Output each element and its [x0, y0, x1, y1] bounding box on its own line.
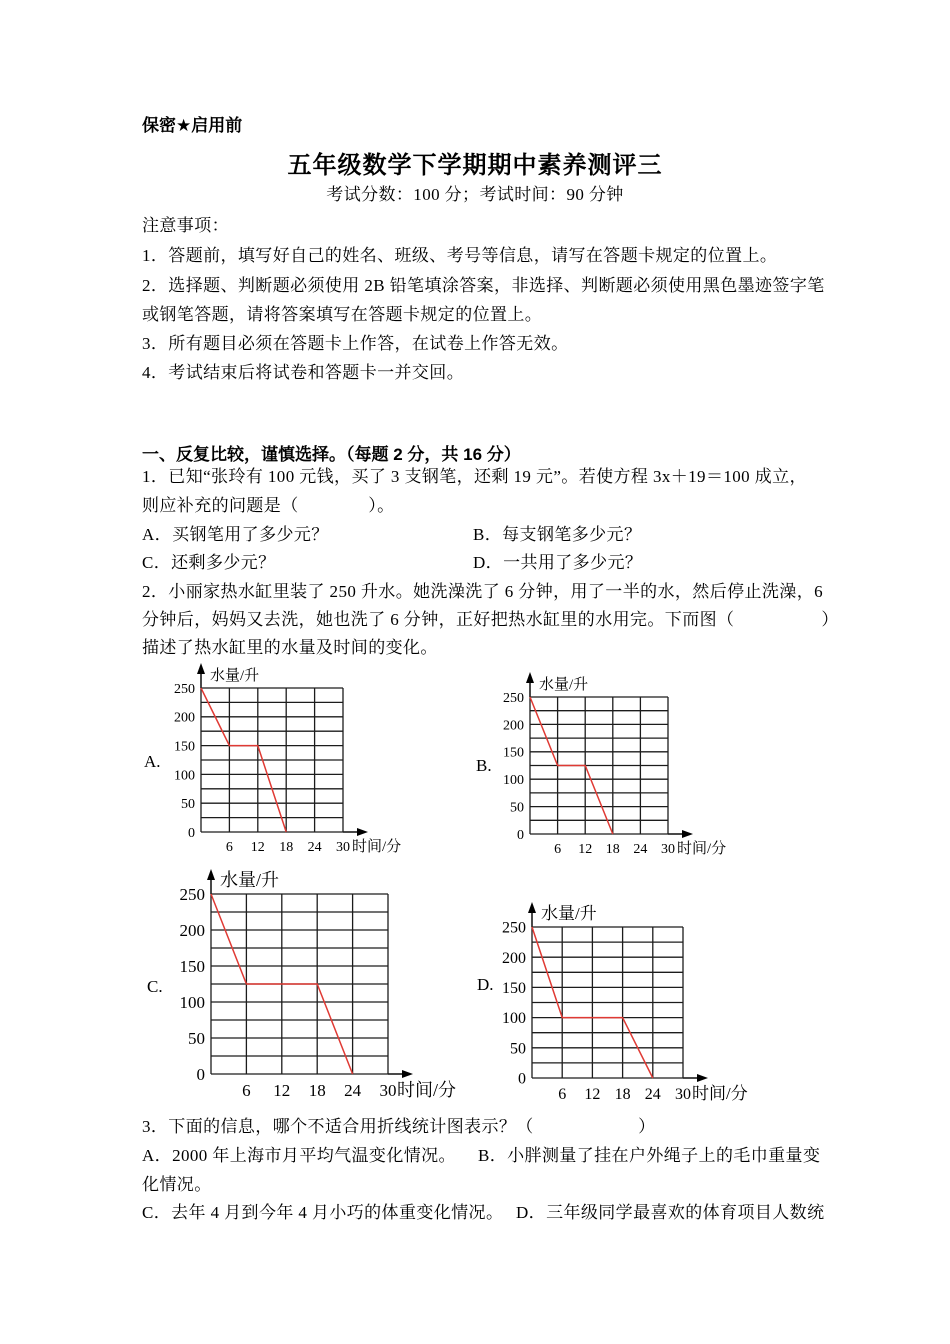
svg-text:250: 250	[179, 884, 205, 904]
svg-text:6: 6	[554, 842, 562, 857]
page-title: 五年级数学下学期期中素养测评三	[287, 152, 663, 179]
svg-text:时间/分: 时间/分	[397, 1080, 456, 1100]
svg-text:30: 30	[675, 1086, 691, 1103]
svg-text:时间/分: 时间/分	[352, 839, 402, 855]
confidential-label: 保密★启用前	[142, 116, 243, 135]
svg-text:200: 200	[503, 718, 524, 734]
svg-text:18: 18	[614, 1086, 631, 1103]
svg-text:250: 250	[502, 919, 526, 937]
question-1-option-b: B．每支钢笔多少元？	[473, 525, 642, 544]
note-2-line1: 2．选择题、判断题必须使用 2B 铅笔填涂答案，非选择、判断题必须使用黑色墨迹签字笔	[142, 276, 825, 295]
svg-text:150: 150	[502, 980, 526, 997]
question-1-option-d: D．一共用了多少元？	[473, 553, 643, 572]
svg-text:30: 30	[661, 842, 675, 857]
svg-text:12: 12	[578, 842, 593, 857]
svg-text:12: 12	[584, 1086, 601, 1103]
svg-text:50: 50	[510, 1040, 526, 1058]
chart-d-option-letter: D.	[477, 975, 494, 994]
svg-text:6: 6	[242, 1081, 251, 1100]
question-3-option-a: A．2000 年上海市月平均气温变化情况。	[142, 1146, 456, 1165]
note-2-line2: 或钢笔答题，请将答案填写在答题卡规定的位置上。	[142, 305, 543, 324]
question-1-line2: 则应补充的问题是（ ）。	[142, 496, 395, 515]
chart-d-water-volume	[487, 898, 767, 1110]
question-3-option-d: D．三年级同学最喜欢的体育项目人数统	[516, 1203, 825, 1222]
question-3-option-b-line2: 化情况。	[142, 1175, 212, 1194]
svg-text:0: 0	[196, 1064, 205, 1084]
svg-text:24: 24	[344, 1081, 362, 1100]
chart-c-water-volume	[156, 864, 456, 1109]
svg-text:18: 18	[279, 840, 294, 855]
note-3: 3．所有题目必须在答题卡上作答，在试卷上作答无效。	[142, 334, 569, 353]
svg-text:0: 0	[517, 827, 524, 843]
svg-text:200: 200	[179, 920, 205, 940]
section-1-heading: 一、反复比较，谨慎选择。（每题 2 分，共 16 分）	[142, 445, 521, 464]
question-3-option-c: C．去年 4 月到今年 4 月小巧的体重变化情况。	[142, 1203, 504, 1222]
chart-a-option-letter: A.	[144, 752, 161, 771]
svg-text:150: 150	[503, 745, 524, 761]
svg-text:200: 200	[174, 710, 195, 726]
svg-text:30: 30	[336, 840, 350, 855]
svg-text:12: 12	[273, 1081, 291, 1100]
question-1-line1: 1．已知“张玲有 100 元钱，买了 3 支钢笔，还剩 19 元”。若使方程 3x＋19＝100 成立，	[142, 467, 807, 486]
note-4: 4．考试结束后将试卷和答题卡一并交回。	[142, 363, 465, 382]
question-2-line1: 2．小丽家热水缸里装了 250 升水。她洗澡洗了 6 分钟，用了一半的水，然后停止洗澡，6	[142, 582, 823, 601]
svg-text:250: 250	[174, 681, 195, 697]
svg-text:50: 50	[510, 800, 524, 816]
chart-a-water-volume	[152, 662, 408, 862]
note-1: 1．答题前，填写好自己的姓名、班级、考号等信息，请写在答题卡规定的位置上。	[142, 246, 778, 265]
svg-text:水量/升: 水量/升	[541, 904, 597, 923]
svg-text:水量/升: 水量/升	[210, 668, 260, 684]
svg-text:水量/升: 水量/升	[539, 677, 589, 693]
notes-heading: 注意事项：	[142, 216, 229, 235]
exam-info: 考试分数：100 分；考试时间：90 分钟	[326, 185, 624, 204]
svg-text:时间/分: 时间/分	[677, 841, 727, 857]
question-1-option-a: A．买钢笔用了多少元？	[142, 525, 329, 544]
svg-text:250: 250	[503, 690, 524, 706]
svg-text:200: 200	[502, 949, 526, 967]
svg-text:0: 0	[188, 825, 195, 841]
svg-text:12: 12	[250, 840, 265, 855]
question-3-option-b-line1: B．小胖测量了挂在户外绳子上的毛巾重量变	[478, 1146, 821, 1165]
svg-text:24: 24	[633, 842, 648, 857]
svg-text:50: 50	[181, 797, 195, 813]
svg-text:150: 150	[179, 956, 205, 976]
svg-text:6: 6	[558, 1086, 567, 1103]
svg-text:24: 24	[644, 1086, 661, 1103]
svg-text:30: 30	[379, 1081, 397, 1100]
question-1-option-c: C．还剩多少元？	[142, 553, 276, 572]
chart-b-option-letter: B.	[476, 756, 492, 775]
svg-text:100: 100	[502, 1010, 526, 1028]
chart-b-water-volume	[481, 671, 737, 869]
svg-text:100: 100	[503, 773, 524, 789]
svg-text:150: 150	[174, 739, 195, 755]
chart-c-option-letter: C.	[147, 977, 163, 996]
svg-text:100: 100	[179, 992, 205, 1012]
svg-text:100: 100	[174, 768, 195, 784]
svg-text:18: 18	[605, 842, 620, 857]
svg-text:50: 50	[188, 1028, 205, 1048]
svg-text:0: 0	[518, 1070, 526, 1088]
question-2-line3: 描述了热水缸里的水量及时间的变化。	[142, 638, 438, 657]
svg-text:水量/升: 水量/升	[220, 870, 280, 890]
question-2-line2: 分钟后，妈妈又去洗，她也洗了 6 分钟，正好把热水缸里的水用完。下而图（ ）	[142, 610, 839, 629]
svg-text:24: 24	[307, 840, 322, 855]
svg-text:18: 18	[308, 1081, 326, 1100]
svg-text:时间/分: 时间/分	[692, 1084, 748, 1103]
svg-text:6: 6	[225, 840, 233, 855]
question-3-line1: 3．下面的信息，哪个不适合用折线统计图表示？（ ）	[142, 1117, 656, 1136]
